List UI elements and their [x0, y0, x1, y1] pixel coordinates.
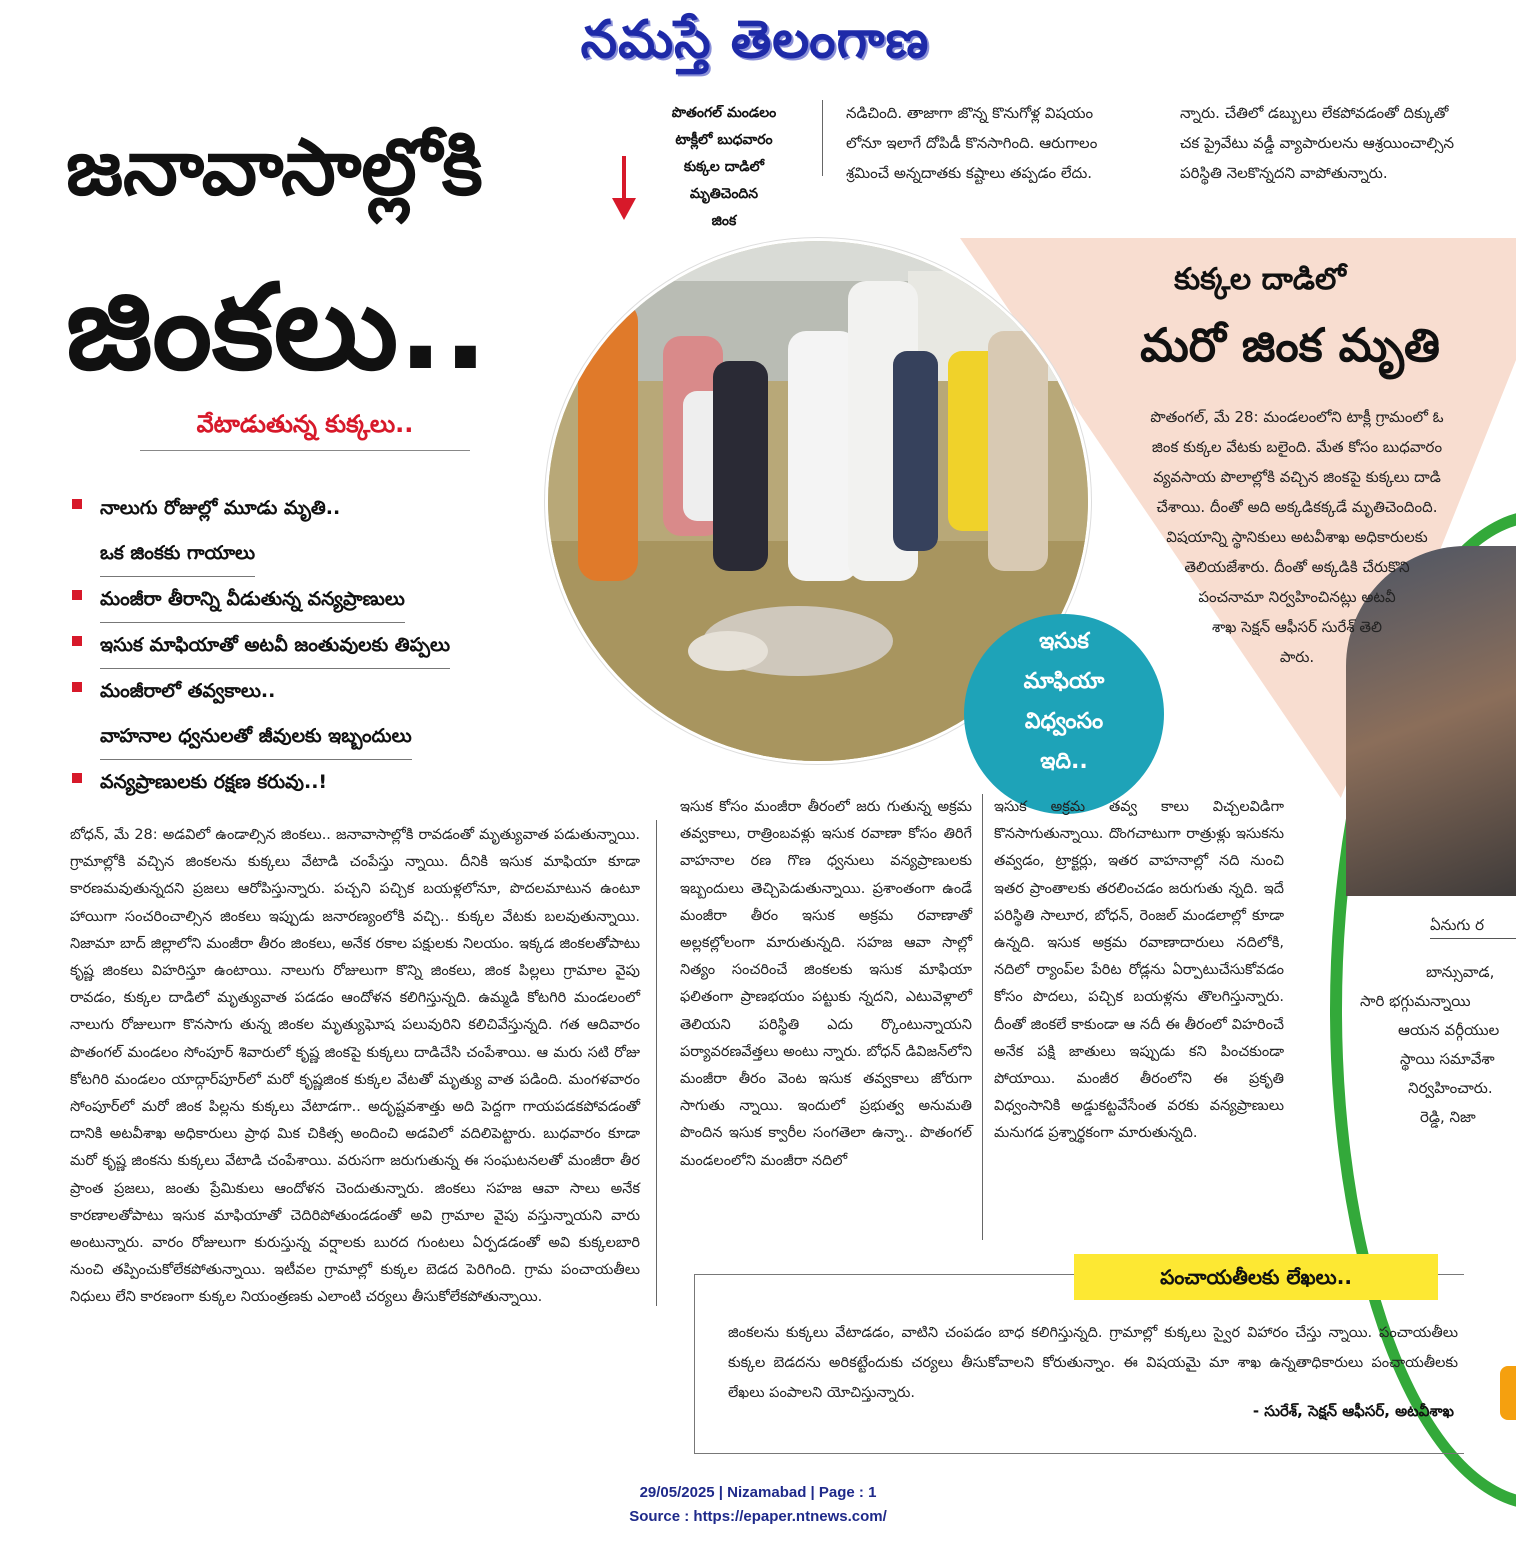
callout-line: ఇసుక — [1039, 629, 1089, 654]
body-column-3: ఇసుక అక్రమ తవ్వ కాలు విచ్చలవిడిగా కొనసాగుతున్నాయి. దొంగచాటుగా రాత్రుళ్లు ఇసుకను తవ్వడం, ట్రాక్టర్లు, ఇతర వాహనాల్లో నది నుంచి ఇతర ప్రాంతాలకు తరలించడం జరుగుతు న్నది. ఇదే పరిస్థితి సాలూర, బోధన్, రెంజల్ మండలాల్లో కూడా ఉన్నది. ఇసుక అక్రమ రవాణాదారులు నదిలోకి, నదిలో ర్యాంప్‌ల పేరిట రోడ్లను ఏర్పాటుచేసుకోవడం కోసం పొదలు, పచ్చిక బయళ్లను తొలగిస్తున్నారు. దీంతో జింకలే కాకుండా ఆ నదీ ఈ తీరంలో విహరించే అనేక పక్షి జాతులు ఇప్పుడు కని పించకుండా పోయాయి. మంజీర తీరంలోని ఈ ప్రకృతి విధ్వంసానికి అడ్డుకట్టవేసేంత వరకు వన్యప్రాణులు మనుగడ ప్రశ్నార్థకంగా మారుతున్నది. — [994, 799, 1284, 1142]
caption-line: టాక్లీలో బుధవారం — [675, 132, 773, 148]
bullet-item — [70, 486, 570, 577]
subheading: వేటాడుతున్న కుక్కలు.. — [140, 406, 470, 451]
bullet-square-icon — [72, 590, 82, 600]
bullet-item — [70, 577, 570, 623]
bullet-item — [70, 760, 570, 805]
text-line: చేశాయి. దీంతో అది అక్కడికక్కడే మృతిచెందింది. — [1156, 498, 1438, 516]
text-line: చక ప్రైవేటు వడ్డీ వ్యాపారులను ఆశ్రయించాల్సిన — [1180, 134, 1455, 152]
footer-date-edition: 29/05/2025 | Nizamabad | Page : 1 — [639, 1484, 877, 1501]
bullet-item — [70, 669, 570, 760]
masthead-logo: నమస్తే తెలంగాణ — [580, 10, 930, 70]
text-line: స్థాయి సమావేశా — [1400, 1050, 1495, 1068]
bullet-text-underlined: వాహనాల ధ్వనులతో జీవులకు ఇబ్బందులు — [100, 714, 412, 760]
bullet-text: నాలుగు రోజుల్లో మూడు మృతి.. — [100, 497, 341, 519]
side-photo-caption: ఏనుగు ర — [1430, 912, 1516, 939]
side-story-heading-1: కుక్కల దాడిలో — [1174, 262, 1346, 297]
bullet-text: మంజీరాలో తవ్వకాలు.. — [100, 680, 276, 702]
text-line: లోనూ ఇలాగే దోపిడీ కొనసాగింది. ఆరుగాలం — [846, 134, 1098, 152]
text-line: సారి భగ్గుమన్నాయి — [1360, 992, 1471, 1010]
bullet-list — [70, 486, 570, 805]
callout-line: ఇది.. — [1040, 749, 1088, 774]
text-line: ఆయన వర్గీయుల — [1398, 1021, 1500, 1039]
quote-banner: పంచాయతీలకు లేఖలు.. — [1074, 1254, 1438, 1300]
column-divider — [656, 820, 657, 1306]
quote-attribution: - సురేశ్, సెక్షన్ ఆఫీసర్, అటవీశాఖ — [1252, 1402, 1454, 1420]
footer-source-link[interactable]: Source : https://epaper.ntnews.com/ — [629, 1508, 887, 1525]
text-line: రెడ్డి, నిజా — [1420, 1108, 1476, 1126]
text-line: పొతంగల్, మే 28: మండలంలోని టాక్లీ గ్రామంలో ఓ — [1150, 408, 1444, 426]
bullet-square-icon — [72, 682, 82, 692]
body-column-2: ఇసుక కోసం మంజీరా తీరంలో జరు గుతున్న అక్రమ తవ్వకాలు, రాత్రింబవళ్లు ఇసుక రవాణా కోసం తిరిగే వాహనాల రణ గొణ ధ్వనులు వన్యప్రాణులకు ఇబ్బందులు తెచ్చిపెడుతున్నాయి. ప్రశాంతంగా ఉండే మంజీరా తీరం ఇసుక అక్రమ రవాణాతో అల్లకల్లోలంగా మారుతున్నది. సహజ ఆవా సాల్లో నిత్యం సంచరించే జింకలకు ఇసుక మాఫియా ఫలితంగా ప్రాణభయం పట్టుకు న్నదని, ఎటువెళ్లాలో తెలియని పరిస్థితి ఎదు ర్కొంటున్నాయని పర్యావరణవేత్తలు అంటు న్నారు. బోధన్ డివిజన్‌లోని మంజీరా తీరం వెంట ఇసుక తవ్వకాలు జోరుగా సాగుతు న్నాయి. ఇందులో ప్రభుత్వ అనుమతి పొందిన ఇసుక క్వారీల సంగతెలా ఉన్నా.. పొతంగల్ మండలంలోని మంజీరా నదిలో — [680, 799, 972, 1169]
body-column-1: బోధన్, మే 28: అడవిలో ఉండాల్సిన జింకలు.. జనావాసాల్లోకి రావడంతో మృత్యువాత పడుతున్నాయి. గ్రామాల్లోకి వచ్చిన జింకలను కుక్కలు వేటాడి చంపేస్తు న్నాయి. దీనికి ఇసుక మాఫియా కూడా కారణమవుతున్నదని ప్రజలు ఆరోపిస్తున్నారు. పచ్చని పచ్చిక బయళ్లలోనూ, పొదలమాటున ఉంటూ హాయిగా సంచరించాల్సిన జింకలు ఇప్పుడు జనారణ్యంలోకి వచ్చి.. కుక్కల వేటకు బలవుతున్నాయి. నిజామా బాద్ జిల్లాలోని మంజీరా తీరం జింకలు, అనేక రకాల పక్షులకు నిలయం. ఇక్కడ జింకలతోపాటు కృష్ణ జింకలు విహరిస్తూ ఉంటాయి. నాలుగు రోజులుగా కొన్ని జింకలు, జింక పిల్లలు గ్రామాల వైపు రావడం, కుక్కల దాడిలో మృత్యువాత పడడం ఆందోళన కలిగిస్తున్నది. ఉమ్మడి కోటగిరి మండలంలో నాలుగు రోజులుగా కొనసాగు తున్న జింకల మృత్యుఘోష పలువురిని కలిచివేస్తున్నది. గత ఆదివారం పొతంగల్ మండలం సోంపూర్ శివారులో కృష్ణ జింకపై కుక్కలు దాడిచేసి చంపేశాయి. ఆ మరు సటి రోజు కోటగిరి మండలం యాద్గార్‌పూర్‌లో మరో కృష్ణజింక కుక్కల వేటతో మృత్యు వాత పడింది. మంగళవారం సోంపూర్‌లో మరో జింక పిల్లను కుక్కలు వేటాడగా.. అదృష్టవశాత్తు అది పెద్దగా గాయపడకపోవడంతో దానికి అటవీశాఖ అధికారులు ప్రాథ మిక చికిత్స అందించి అడవిలో వదిలిపెట్టారు. బుధవారం కూడా మరో కృష్ణ జింకను కుక్కలు వేటాడి చంపేశాయి. వరుసగా జరుగుతున్న ఈ సంఘటనలతో మంజీరా తీర ప్రాంత ప్రజలు, జంతు ప్రేమికులు ఆందోళన చెందుతున్నారు. జింకలు సహజ ఆవా సాలు అనేక కారణాలతోపాటు ఇసుక మాఫియాతో చెదిరిపోతుండడంతో అవి గ్రామాల వైపు వస్తున్నాయని వారు అంటున్నారు. వారం రోజులుగా కురుస్తున్న వర్షాలకు బురద గుంటలు ఏర్పడడంతో అవి కుక్కలబారి నుంచి తప్పించుకోలేకపోతున్నాయి. ఇటీవల గ్రామాల్లో కుక్కల బెడద పెరిగింది. గ్రామ పంచాయతీలు నిధులు లేని కారణంగా కుక్కల నియంత్రణకు ఎలాంటి చర్యలు తీసుకోలేకపోతున్నాయి. — [70, 827, 640, 1306]
orange-edge-mark — [1500, 1366, 1516, 1420]
headline-line-2: జింకలు.. — [66, 258, 488, 396]
bullet-text-underlined: ఇసుక మాఫియాతో అటవీ జంతువులకు తిప్పలు — [100, 623, 450, 669]
column-divider — [822, 100, 823, 176]
caption-line: పొతంగల్ మండలం — [671, 105, 777, 121]
bullet-item — [70, 623, 570, 669]
text-line: నిర్వహించారు. — [1408, 1079, 1493, 1097]
bullet-text — [100, 714, 570, 760]
side-story-heading-2: మరో జింక మృతి — [1140, 318, 1440, 372]
side-column-text — [1360, 958, 1516, 1132]
headline-line-1: జనావాసాల్లోకి — [66, 123, 483, 213]
top-article-col-2 — [1180, 98, 1510, 188]
bullet-text — [100, 623, 570, 669]
text-line: నడిచింది. తాజాగా జొన్న కొనుగోళ్ల విషయం — [846, 104, 1094, 122]
text-line: పంచనామా నిర్వహించినట్లు అటవీ — [1198, 588, 1396, 606]
callout-line: విధ్వంసం — [1024, 709, 1104, 734]
bullet-text-underlined: మంజీరా తీరాన్ని వీడుతున్న వన్యప్రాణులు — [100, 577, 405, 623]
text-line: శాఖ సెక్షన్ ఆఫీసర్ సురేశ్ తెలి — [1211, 618, 1383, 636]
text-line: వ్యవసాయ పొలాల్లోకి వచ్చిన జింకపై కుక్కలు దాడి — [1153, 468, 1441, 486]
bullet-square-icon — [72, 499, 82, 509]
bullet-text — [100, 531, 570, 577]
text-line: బాన్సువాడ, — [1426, 963, 1495, 981]
caption-line: మృతిచెందిన — [689, 186, 759, 202]
text-line: విషయాన్ని స్థానికులు అటవీశాఖ అధికారులకు — [1166, 528, 1428, 546]
teal-callout-circle — [964, 614, 1164, 814]
caption-line: కుక్కల దాడిలో — [683, 159, 765, 175]
caption-line: జింక — [711, 213, 737, 229]
photo-caption — [636, 100, 812, 235]
bullet-square-icon — [72, 773, 82, 783]
text-line: పారు. — [1279, 648, 1315, 666]
text-line: శ్రమించే అన్నదాతకు కష్టాలు తప్పడం లేదు. — [846, 164, 1093, 182]
red-arrow-icon — [610, 156, 638, 222]
bullet-text — [100, 577, 570, 623]
text-line: తెలియజేశారు. దీంతో అక్కడికి చేరుకొని — [1184, 558, 1410, 576]
bullet-square-icon — [72, 636, 82, 646]
text-line: జింక కుక్కల వేటకు బలైంది. మేత కోసం బుధవారం — [1151, 438, 1443, 456]
text-line: న్నారు. చేతిలో డబ్బులు లేకపోవడంతో దిక్కుతో — [1180, 104, 1449, 122]
bullet-text-underlined: ఒక జింకకు గాయాలు — [100, 531, 255, 577]
top-article-col-1 — [846, 98, 1166, 188]
bullet-text: వన్యప్రాణులకు రక్షణ కరువు..! — [100, 771, 328, 793]
column-divider — [982, 794, 983, 1240]
text-line: పరిస్థితి నెలకొన్నదని వాపోతున్నారు. — [1180, 164, 1388, 182]
quote-text: జింకలను కుక్కలు వేటాడడం, వాటిని చంపడం బాధ కలిగిస్తున్నది. గ్రామాల్లో కుక్కలు స్వైర విహారం చేస్తు న్నాయి. పంచాయతీలు కుక్కల బెడదను అరికట్టేందుకు చర్యలు తీసుకోవాలని కోరుతున్నాం. ఈ విషయమై మా శాఖ ఉన్నతాధికారులు పంచాయతీలకు లేఖలు పంపాలని యోచిస్తున్నారు. — [728, 1325, 1458, 1401]
callout-line: మాఫియా — [1023, 669, 1105, 694]
